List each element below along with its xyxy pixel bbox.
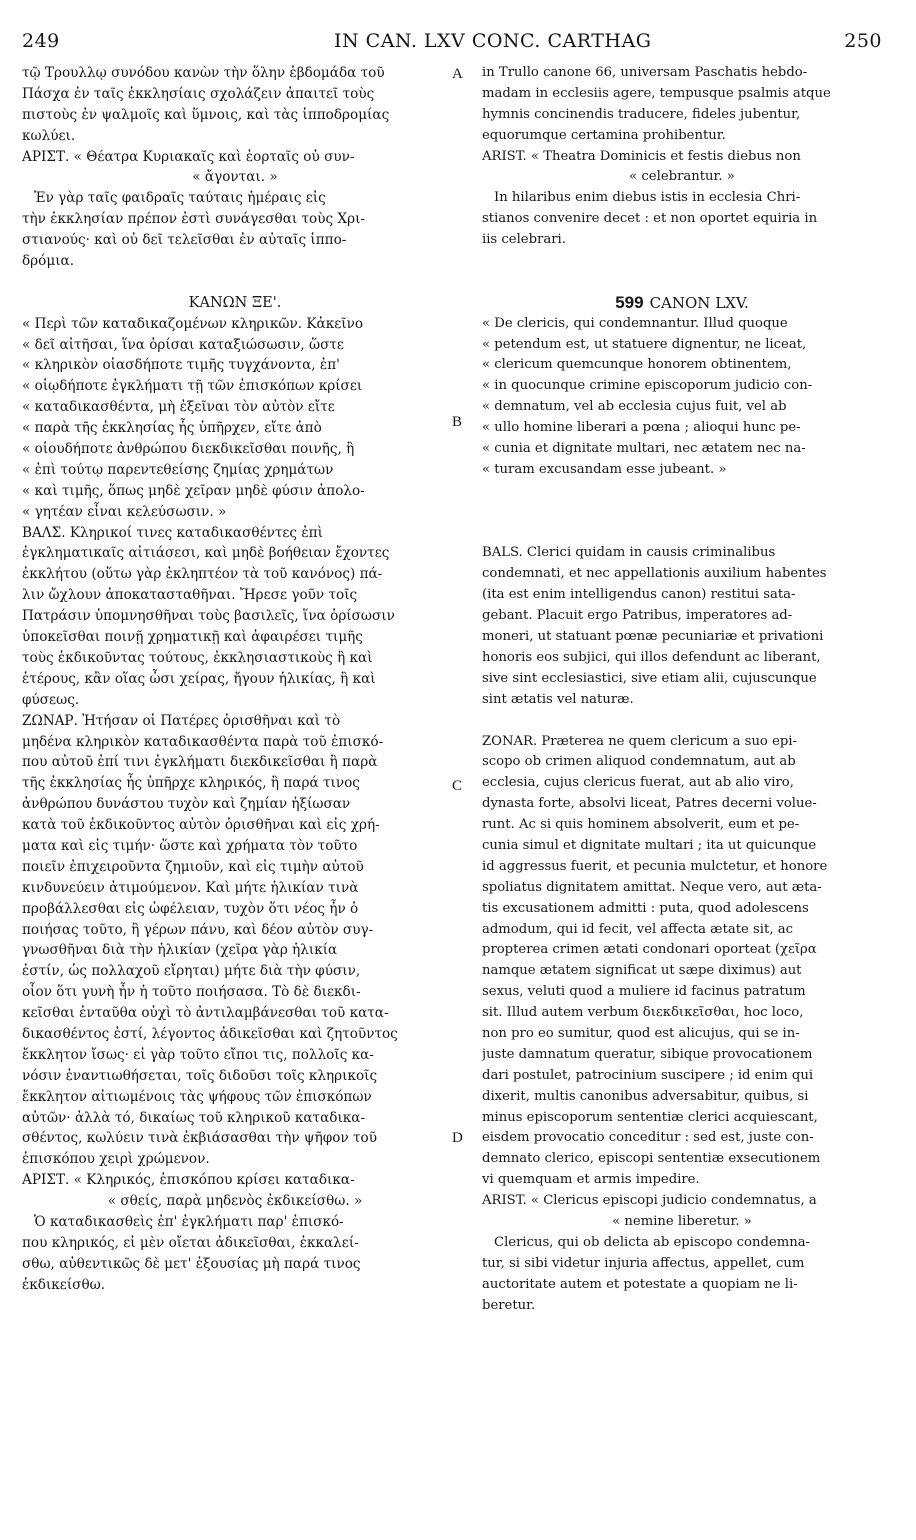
latin-text-line: In hilaribus enim diebus istis in ecclesia Chri- [494, 190, 801, 206]
greek-text-line: ἐκδικείσθω. [22, 1276, 106, 1293]
greek-text-line: « οἱῳδήποτε ἐγκλήματι τῇ τῶν ἐπισκόπων κρίσει [22, 378, 363, 395]
latin-text-line: madam in ecclesiis agere, tempusque psalmis atque [482, 85, 831, 101]
page-number-right: 250 [844, 30, 882, 52]
margin-letter-d: D [452, 1130, 463, 1146]
canon-title: CANON LXV. [649, 293, 749, 312]
greek-text-line: δρόμια. [22, 253, 75, 270]
latin-text-line: stianos convenire decet : et non oportet equiria in [482, 211, 818, 227]
latin-text-line: sive sint ecclesiastici, sive etiam alii, cujuscunque [482, 670, 817, 686]
greek-text-line: που αὐτοῦ ἐπί τινι ἐγκλήματι διεκδικεῖσθαι ἢ παρὰ [22, 754, 378, 771]
greek-text-line: ἐστίν, ὡς πολλαχοῦ εἴρηται) μήτε διὰ τὴν φύσιν, [22, 963, 361, 980]
greek-text-line: ΒΑΛΣ. Κληρικοί τινες καταδικασθέντες ἐπὶ [22, 524, 323, 541]
latin-text-line: honoris eos subjici, qui illos defendunt ac liberant, [482, 649, 821, 665]
greek-text-line: « οἱουδήποτε ἀνθρώπου διεκδικεῖσθαι ποινῆς, ἢ [22, 441, 355, 458]
greek-text-line: σθω, αὐθεντικῶς δὲ μετ' ἐξουσίας μὴ παρά τινος [22, 1255, 361, 1272]
canon-heading: ΚΑΝΩΝ ΞΕ'. [188, 294, 282, 311]
latin-text-line: sexus, veluti quod a muliere id facinus patratum [482, 984, 806, 1000]
latin-text-line: Clericus, qui ob delicta ab episcopo condemna- [494, 1234, 811, 1250]
greek-text-line: φύσεως. [22, 691, 80, 708]
spacer [482, 502, 882, 523]
greek-text-line: ΖΩΝΑΡ. Ἠτήσαν οἱ Πατέρες ὁρισθῆναι καὶ τὸ [22, 712, 341, 729]
greek-text-line: λιν ὤχλουν ἀποκατασταθῆναι. Ἤρεσε γοῦν τοῖς [22, 587, 358, 604]
latin-text-line: juste damnatum queratur, sibique provocationem [482, 1046, 813, 1062]
latin-text-line: dynasta forte, absolvi liceat, Patres decerni volue- [482, 796, 817, 812]
greek-text-line: δικασθέντος ἐστί, λέγοντος ἀδικεῖσθαι καὶ ζητοῦντος [22, 1025, 398, 1042]
canon-number: 599 [615, 292, 644, 312]
spacer [482, 251, 882, 272]
latin-text-line: namque ætatem significat ut sæpe diximus) aut [482, 963, 802, 979]
greek-text-line: οἷον ὅτι γυνὴ ἦν ἡ τοῦτο ποιήσασα. Τὸ δὲ διεκδι- [22, 984, 361, 1001]
greek-text-line: σθέντος, κωλύειν τινὰ ἐκβιάσασθαι τὴν ψῆφον τοῦ [22, 1130, 377, 1147]
greek-text-line: « καταδικασθέντα, μὴ ἐξεῖναι τὸν αὐτὸν εἴτε [22, 399, 335, 416]
greek-text-line: τοὺς ἐκδικοῦντας τούτους, ἐκκλησιαστικοὺς ἢ καὶ [22, 649, 373, 666]
latin-text-line: « clericum quemcunque honorem obtinentem, [482, 357, 792, 373]
running-header [22, 30, 882, 56]
latin-text-line: « petendum est, ut statuere dignentur, ne liceat, [482, 336, 807, 352]
greek-text-line: ποιεῖν ἐπιχειροῦντα ζημιοῦν, καὶ εἰς τιμὴν αὐτοῦ [22, 858, 364, 875]
latin-text-line: runt. Ac si quis hominem absolverit, eum et pe- [482, 817, 800, 833]
latin-text-line: « ullo homine liberari a pœna ; alioqui hunc pe- [482, 420, 801, 436]
greek-text-line: αὐτῶν· ἀλλὰ τό, δικαίως τοῦ κληρικοῦ καταδικα- [22, 1109, 366, 1126]
greek-text-line: προβάλλεσθαι εἰς ὠφέλειαν, τυχὸν ὅτι νέος ἦν ὁ [22, 900, 359, 917]
greek-text-line: Πάσχα ἐν ταῖς ἐκκλησίαις σχολάζειν ἀπαιτεῖ τοὺς [22, 85, 375, 102]
latin-text-column [482, 63, 882, 1316]
latin-text-line: dixerit, multis canonibus adversabitur, quibus, si [482, 1088, 809, 1104]
latin-text-line: non pro eo sumitur, quod est alicujus, qui se in- [482, 1025, 800, 1041]
greek-text-line: ματα καὶ εἰς τιμήν· ὥστε καὶ χρήματα τὸν τοῦτο [22, 837, 358, 854]
latin-text-line: « celebrantur. » [629, 169, 735, 185]
spacer [482, 272, 882, 293]
greek-text-line: « σθείς, παρὰ μηδενὸς ἐκδικείσθω. » [107, 1193, 363, 1210]
greek-text-line: τῆς ἐκκλησίας ἧς ὑπῆρχε κληρικός, ἢ παρά τινος [22, 775, 360, 792]
spacer [482, 711, 882, 732]
margin-letter-a: A [452, 66, 463, 82]
greek-text-line: ἐκκλήτου (οὕτω γὰρ ἐκληπτέον τὰ τοῦ κανόνος) πά- [22, 566, 383, 583]
latin-text-line: equorumque certamina prohibentur. [482, 127, 726, 143]
greek-text-line: ἑτέρους, κἂν οἵας ὦσι χείρας, ἤγουν ἡλικίας, ἢ καὶ [22, 670, 376, 687]
latin-text-line: tis excusationem admitti : puta, quod adolescens [482, 900, 809, 916]
greek-text-line: ἔκκλητον ἴσως· εἰ γὰρ τοῦτο εἴποι τις, πολλοῖς κα- [22, 1046, 374, 1063]
greek-text-line: κωλύει. [22, 127, 76, 144]
greek-text-line: ἀνθρώπου δυνάστου τυχὸν καὶ ζημίαν ἠξίωσαν [22, 796, 351, 813]
spacer [482, 481, 882, 502]
latin-text-line: beretur. [482, 1297, 536, 1313]
greek-text-line: κεῖσθαι ἐνταῦθα οὐχὶ τὸ ἀντιλαμβάνεσθαι τοῦ κατα- [22, 1005, 389, 1022]
greek-text-line: Πατράσιν ὑπομνησθῆναι τοὺς βασιλεῖς, ἵνα ὁρίσωσιν [22, 608, 395, 625]
margin-letter-c: C [452, 778, 463, 794]
latin-text-line: ARIST. « Clericus episcopi judicio condemnatus, a [482, 1193, 817, 1209]
latin-text-line: moneri, ut statuant pœnæ pecuniariæ et privationi [482, 629, 824, 645]
latin-text-line: cunia simul et dignitate multari ; ita ut quicunque [482, 837, 817, 853]
latin-text-line: dari postulet, patrocinium suscipere ; id enim qui [482, 1067, 814, 1083]
latin-text-line: minus episcoporum sententiæ clerici acquiescant, [482, 1109, 818, 1125]
greek-text-line: « ἐπὶ τούτῳ παρεντεθείσης ζημίας χρημάτων [22, 461, 334, 478]
greek-text-line: γνωσθῆναι διὰ τὴν ἡλικίαν (χεῖρα γὰρ ἡλικία [22, 942, 338, 959]
greek-text-column [22, 63, 448, 1296]
greek-text-line: νόσιν ἐναντιωθήσεται, τοῖς διδοῦσι τοῖς κληρικοῖς [22, 1067, 378, 1084]
page-number-left: 249 [22, 30, 60, 52]
greek-text-line: τῷ Τρουλλῳ συνόδου κανὼν τὴν ὅλην ἑβδομάδα τοῦ [22, 65, 385, 81]
latin-text-line: scopo ob crimen aliquod condemnatum, aut ab [482, 754, 796, 770]
latin-text-line: condemnati, et nec appellationis auxilium habentes [482, 566, 827, 582]
latin-text-line: gebant. Placuit ergo Patribus, imperatores ad- [482, 608, 793, 624]
latin-text-line: « in quocunque crimine episcoporum judicio con- [482, 378, 813, 394]
greek-text-line: στιανούς· καὶ οὐ δεῖ τελεῖσθαι ἐν αὐταῖς ἱππο- [22, 232, 347, 249]
greek-text-line: κινδυνεύειν ἀτιμούμενον. Καὶ μήτε ἡλικίαν τινὰ [22, 879, 359, 896]
margin-letter-b: B [452, 414, 463, 430]
greek-text-line: ΑΡΙΣΤ. « Θέατρα Κυριακαῖς καὶ ἑορταῖς οὐ συν- [22, 148, 355, 165]
latin-text-line: admodum, qui id fecit, vel affecta ætate sit, ac [482, 921, 793, 937]
latin-text-line: hymnis concinendis traducere, fideles jubentur, [482, 106, 801, 122]
greek-text-line: « κληρικὸν οἱασδήποτε τιμῆς τυγχάνοντα, ἐπ' [22, 357, 340, 374]
greek-text-line: « ἄγονται. » [192, 169, 278, 186]
latin-text-line: eisdem provocatio conceditur : sed est, juste con- [482, 1130, 814, 1146]
greek-text-line: Ἐν γὰρ ταῖς φαιδραῖς ταύταις ἡμέραις εἰς [34, 190, 326, 207]
latin-text-line: « De clericis, qui condemnantur. Illud quoque [482, 315, 788, 331]
greek-text-line: τὴν ἐκκλησίαν πρέπον ἐστὶ συνάγεσθαι τοὺς Χρι- [22, 211, 366, 228]
greek-text-line: πιστοὺς ἐν ψαλμοῖς καὶ ὕμνοις, καὶ τὰς ἱπποδρομίας [22, 106, 390, 123]
greek-text-line: « Περὶ τῶν καταδικαζομένων κληρικῶν. Κἀκεῖνο [22, 315, 364, 332]
greek-text-line: « δεῖ αἰτῆσαι, ἵνα ὁρίσαι καταξιώσωσιν, ὥστε [22, 336, 344, 353]
greek-text-line: Ὁ καταδικασθεὶς ἐπ' ἐγκλήματι παρ' ἐπισκό- [34, 1213, 344, 1230]
latin-text-line: ecclesia, cujus clericus fuerat, aut ab alio viro, [482, 775, 794, 791]
latin-text-line: id aggressus fuerit, et pecunia mulctetur, et honore [482, 858, 828, 874]
latin-text-line: (ita est enim intelligendus canon) restitui sata- [482, 587, 796, 603]
latin-text-line: sint ætatis vel naturæ. [482, 691, 634, 707]
greek-text-line: « παρὰ τῆς ἐκκλησίας ἧς ὑπῆρχεν, εἴτε ἀπὸ [22, 420, 322, 437]
greek-text-line: μηδένα κληρικὸν καταδικασθέντα παρὰ τοῦ ἐπισκό- [22, 733, 384, 750]
greek-text-line: ἐγκληματικαῖς αἰτιάσεσι, καὶ μηδὲ βοήθειαν ἔχοντες [22, 545, 390, 562]
latin-text-line: spoliatus dignitatem amittat. Neque vero, aut æta- [482, 879, 822, 895]
greek-text-line: που κληρικός, εἰ μὲν οἴεται ἀδικεῖσθαι, ἐκκαλεί- [22, 1234, 359, 1251]
latin-text-line: vi quemquam et armis impedire. [482, 1172, 700, 1188]
latin-text-line: propterea crimen ætati condonari oporteat (χεῖρα [482, 942, 817, 958]
latin-text-line: sit. Illud autem verbum διεκδικεῖσθαι, hoc loco, [482, 1005, 804, 1021]
latin-text-line: ZONAR. Præterea ne quem clericum a suo epi- [482, 733, 797, 749]
latin-text-line: « demnatum, vel ab ecclesia cujus fuit, vel ab [482, 399, 787, 415]
greek-text-line: κατὰ τοῦ ἐκδικοῦντος αὐτὸν ὁρισθῆναι καὶ εἰς χρή- [22, 817, 380, 834]
running-title: IN CAN. LXV CONC. CARTHAG [334, 30, 652, 52]
greek-text-line: « καὶ τιμῆς, ὅπως μηδὲ χεῖραν μηδὲ φύσιν ἀπολο- [22, 482, 365, 499]
latin-text-line: iis celebrari. [482, 232, 566, 248]
latin-text-line: ARIST. « Theatra Dominicis et festis diebus non [482, 148, 801, 164]
spacer [22, 272, 448, 293]
spacer [482, 523, 882, 544]
latin-text-line: tur, si sibi videtur injuria affectus, appellet, cum [482, 1255, 805, 1271]
latin-text-line: auctoritate autem et potestate a quopiam ne li- [482, 1276, 798, 1292]
greek-text-line: ποιήσας τοῦτο, ἢ γέρων πάνυ, καὶ δέον αὐτὸν συγ- [22, 921, 374, 938]
latin-text-line: demnato clerico, episcopi sententiæ exsecutionem [482, 1151, 821, 1167]
greek-text-line: ΑΡΙΣΤ. « Κληρικός, ἐπισκόπου κρίσει καταδικα- [22, 1172, 355, 1189]
latin-text-line: « cunia et dignitate multari, nec ætatem nec na- [482, 441, 806, 457]
canon-heading [482, 293, 882, 314]
greek-text-line: ἐπισκόπου χειρὶ χρώμενον. [22, 1151, 210, 1168]
greek-text-line: « γητέαν εἶναι κελεύσωσιν. » [22, 503, 227, 520]
latin-text-line: « turam excusandam esse jubeant. » [482, 461, 727, 477]
latin-text-line: « nemine liberetur. » [612, 1213, 752, 1229]
latin-text-line: BALS. Clerici quidam in causis criminalibus [482, 545, 776, 561]
latin-text-line: in Trullo canone 66, universam Paschatis hebdo- [482, 65, 808, 80]
greek-text-line: ἔκκλητον αἰτιωμένοις τὰς ψήφους τῶν ἐπισκόπων [22, 1088, 372, 1105]
greek-text-line: ὑποκεῖσθαι ποινῇ χρηματικῇ καὶ ἀφαιρέσει τιμῆς [22, 629, 363, 646]
